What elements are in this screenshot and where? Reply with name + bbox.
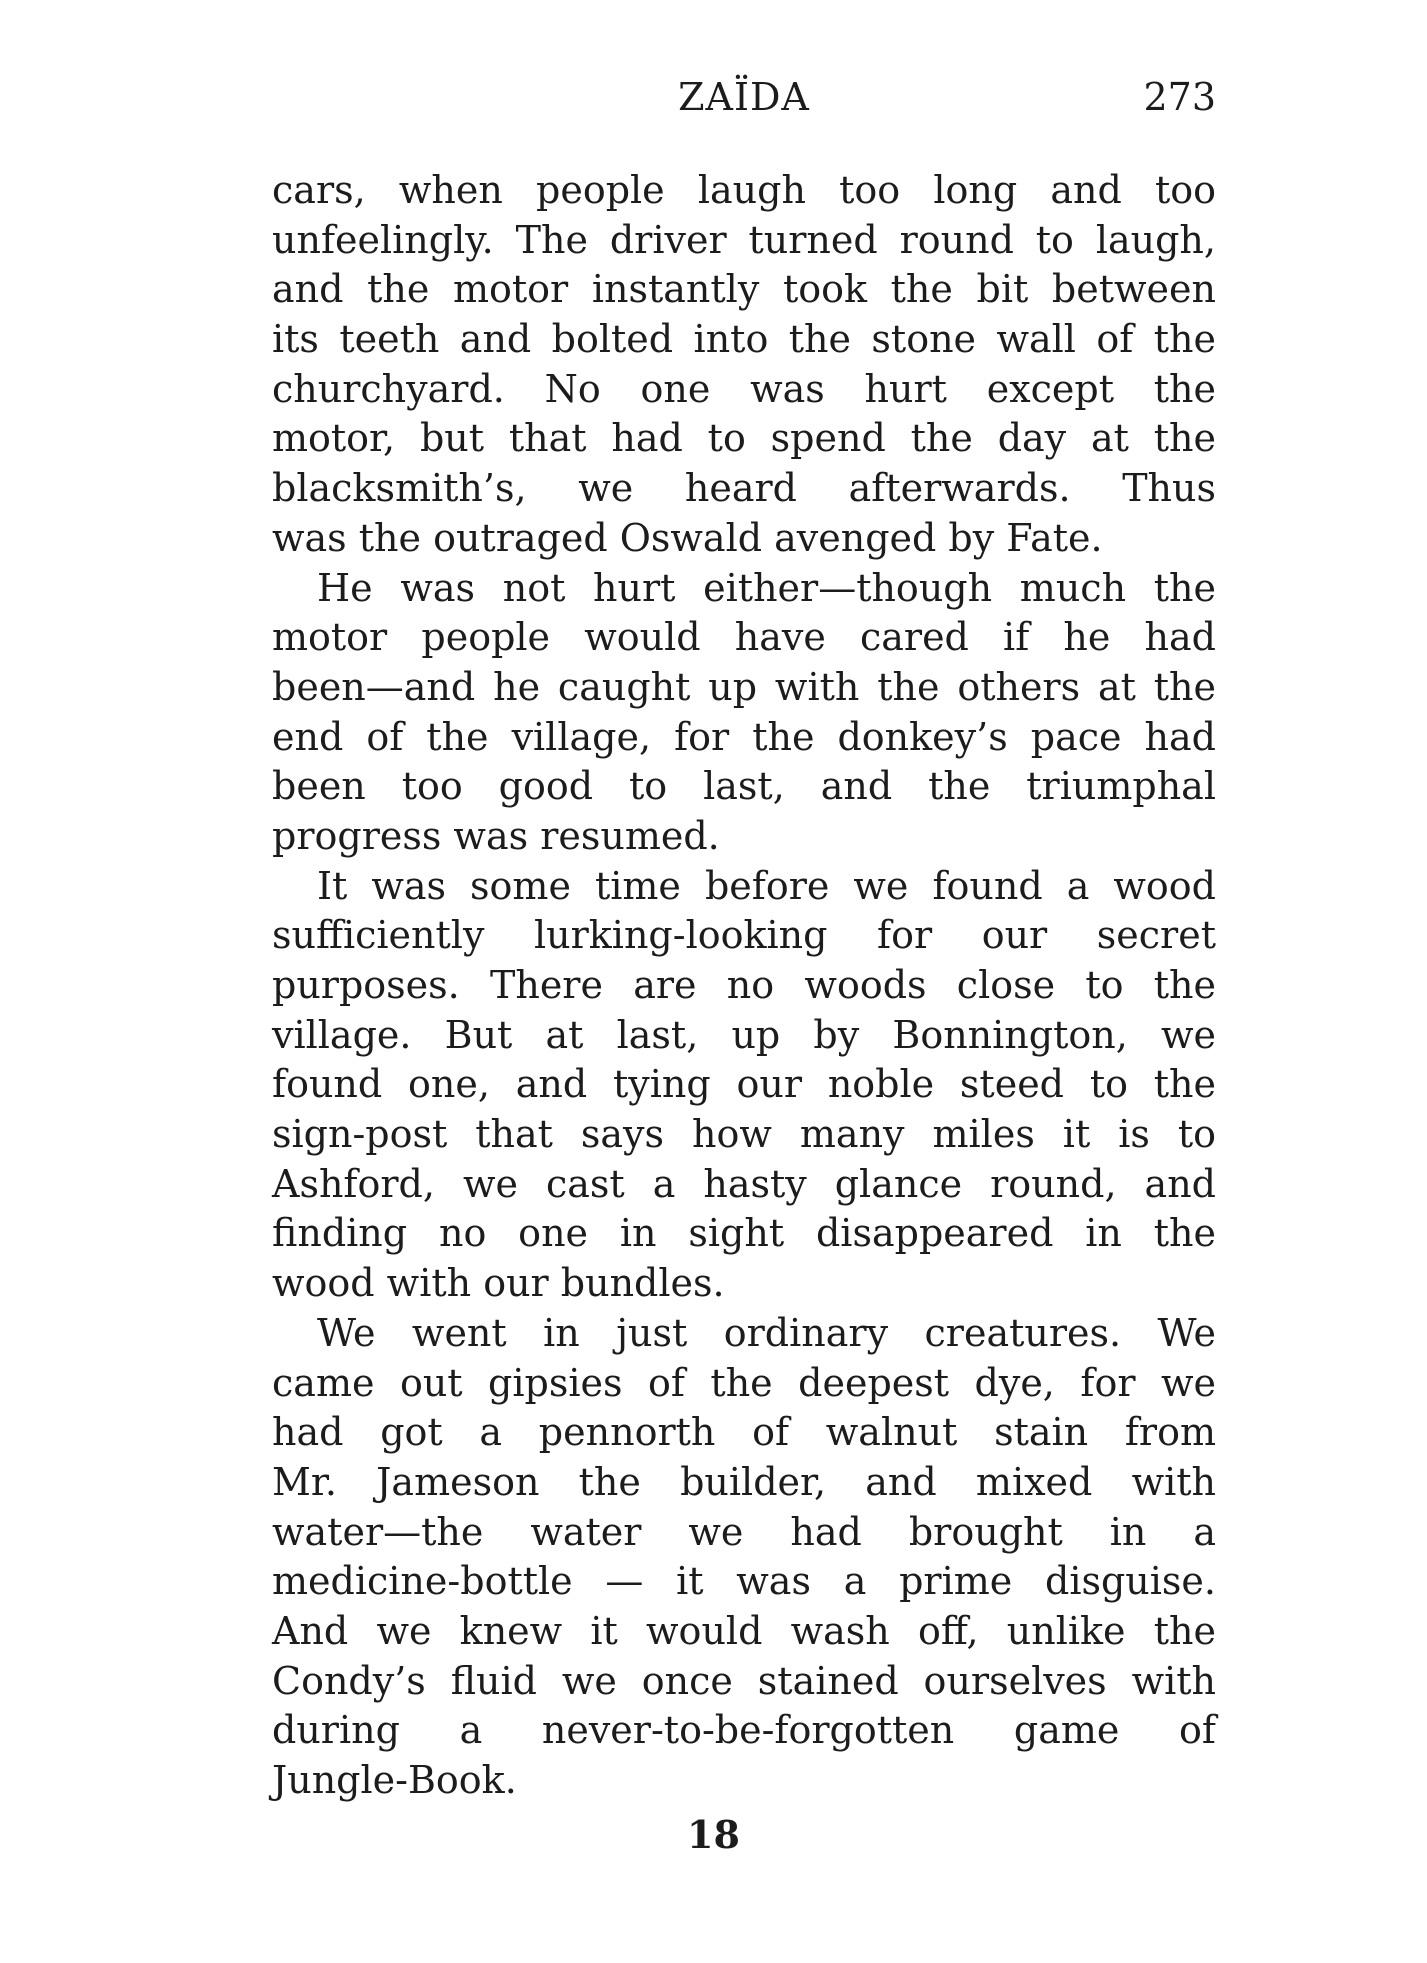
text-line: churchyard. No one was hurt except the <box>272 366 1216 411</box>
text-line: And we knew it would wash off, unlike the <box>272 1608 1216 1653</box>
signature-mark: 18 <box>687 1812 740 1857</box>
text-line: unfeelingly. The driver turned round to laugh, <box>272 217 1216 262</box>
text-line: Condy’s fluid we once stained ourselves with <box>272 1658 1216 1703</box>
text-line: It was some time before we found a wood <box>317 863 1216 908</box>
text-line: its teeth and bolted into the stone wall of the <box>272 317 1216 362</box>
text-line: during a never-to-be-forgotten game of <box>272 1708 1216 1753</box>
text-line: He was not hurt either—though much the <box>317 565 1216 610</box>
running-head <box>272 72 1216 122</box>
text-line: Ashford, we cast a hasty glance round, and <box>272 1161 1216 1206</box>
text-line: We went in just ordinary creatures. We <box>317 1310 1216 1355</box>
page-number: 273 <box>1143 75 1216 119</box>
text-line: found one, and tying our noble steed to the <box>272 1062 1216 1107</box>
text-line: was the outraged Oswald avenged by Fate. <box>272 515 1103 560</box>
text-line: purposes. There are no woods close to the <box>272 963 1216 1007</box>
text-line: been too good to last, and the triumphal <box>272 764 1216 809</box>
text-line: end of the village, for the donkey’s pace had <box>272 714 1216 759</box>
text-line: and the motor instantly took the bit between <box>272 267 1216 312</box>
text-line: wood with our bundles. <box>272 1261 725 1306</box>
text-line: came out gipsies of the deepest dye, for we <box>272 1360 1216 1405</box>
text-line: progress was resumed. <box>272 813 720 858</box>
text-line: been—and he caught up with the others at the <box>272 664 1216 709</box>
text-line: water—the water we had brought in a <box>272 1509 1216 1554</box>
text-line: medicine-bottle — it was a prime disguise. <box>272 1559 1216 1604</box>
text-line: Mr. Jameson the builder, and mixed with <box>272 1459 1216 1504</box>
text-line: village. But at last, up by Bonnington, we <box>272 1012 1216 1057</box>
body-text <box>272 166 1216 1806</box>
text-line: finding no one in sight disappeared in the <box>272 1211 1216 1256</box>
running-title: ZAÏDA <box>678 75 810 119</box>
text-line: motor people would have cared if he had <box>272 615 1216 660</box>
text-line: blacksmith’s, we heard afterwards. Thus <box>272 466 1216 511</box>
text-line: motor, but that had to spend the day at the <box>272 416 1216 461</box>
text-line: sufficiently lurking-looking for our secret <box>272 913 1216 958</box>
text-line: cars, when people laugh too long and too <box>272 168 1216 212</box>
text-line: sign-post that says how many miles it is to <box>272 1112 1216 1157</box>
text-line: had got a pennorth of walnut stain from <box>272 1410 1216 1455</box>
text-line: Jungle-Book. <box>272 1758 517 1802</box>
